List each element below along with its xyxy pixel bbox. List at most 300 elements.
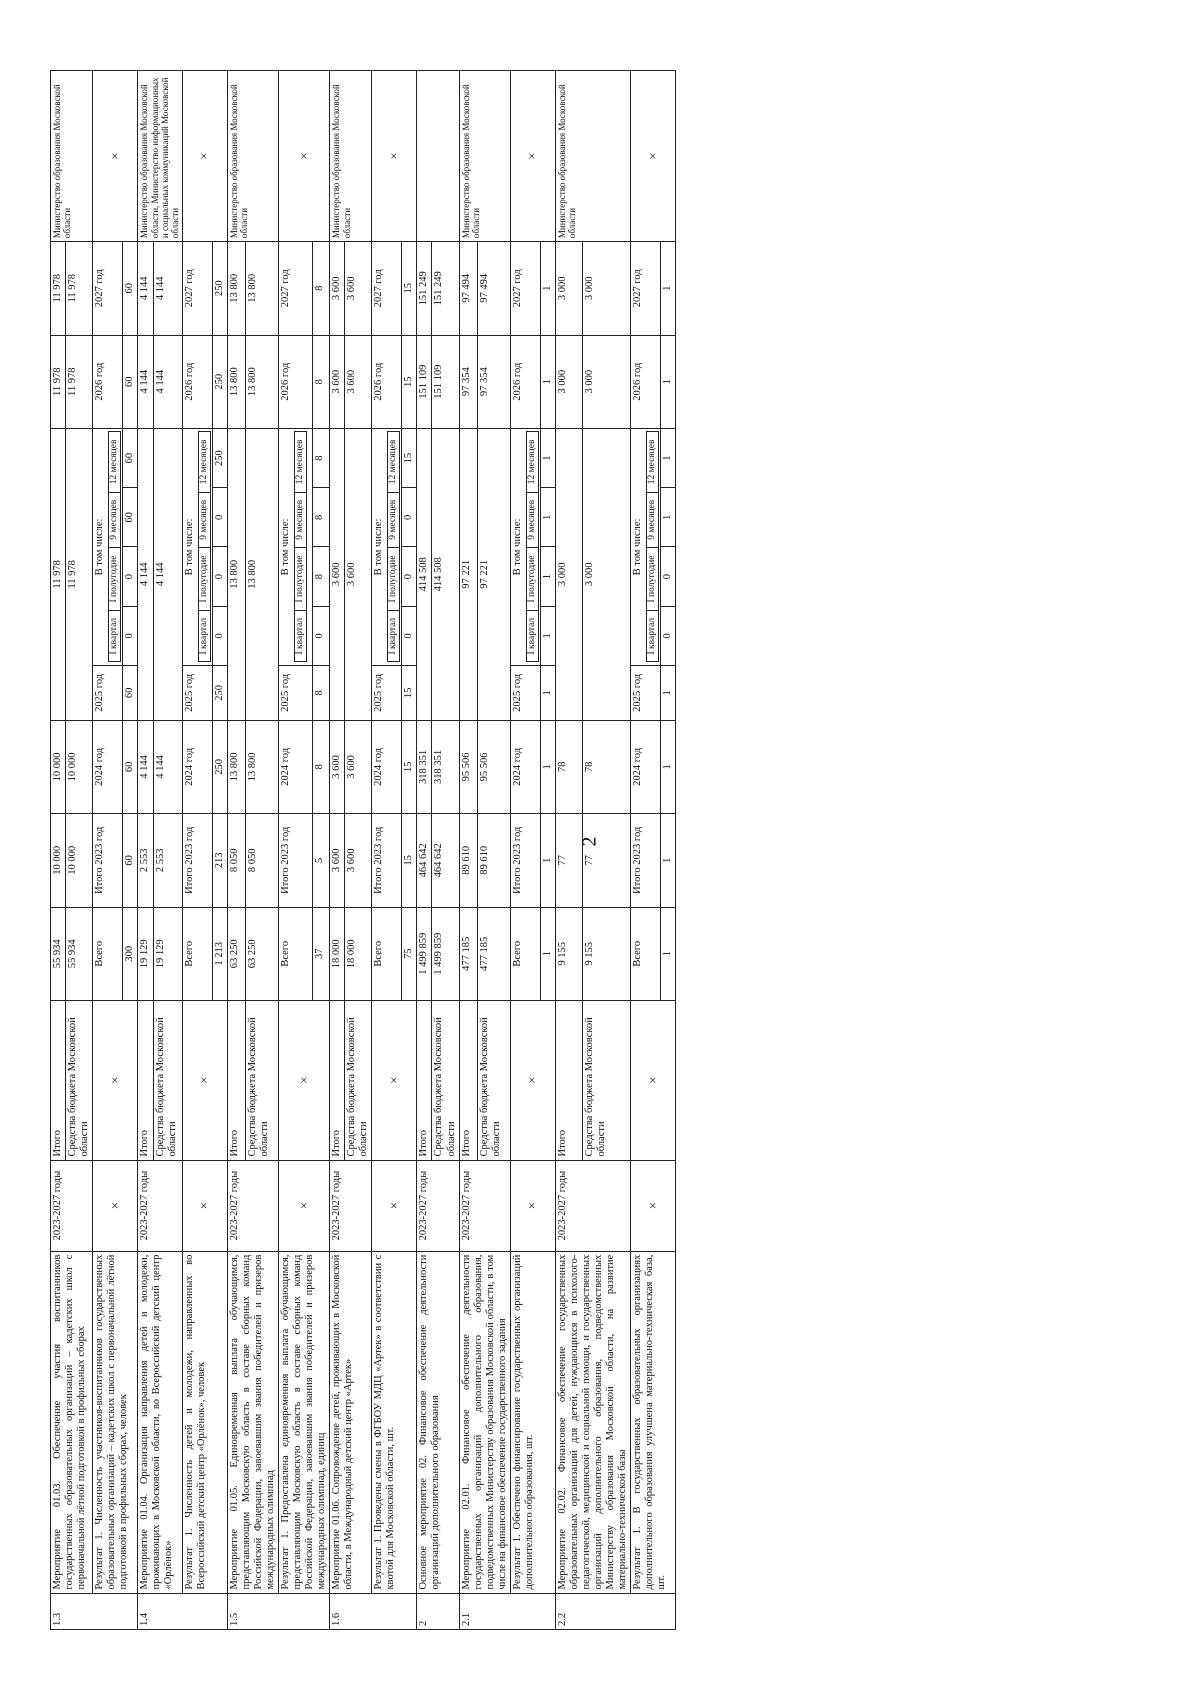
result-2025: 1 [661,665,676,720]
result-header-2024: 2024 год [278,720,312,813]
result-m9: 0 [402,488,417,547]
result-header-2024: 2024 год [182,720,212,813]
total-2025: 3 000 [555,428,582,720]
result-2024: 60 [123,720,138,813]
total-2026: 13 800 [227,335,245,428]
total-2024: 10 000 [51,720,66,813]
result-header-all: Всего [93,907,123,1000]
funding-source-label: Средства бюджета Московской области [582,1000,630,1160]
quarter-group-label: В том числе: [94,518,106,576]
x-mark: × [631,1000,676,1160]
quarter-labels [198,431,211,662]
result-header-2023: Итого 2023 год [182,814,212,907]
quarter-label-q1: I квартал [388,611,400,662]
result-m12: 60 [123,428,138,487]
result-header-2026: 2026 год [372,335,402,428]
quarter-group-label: В том числе: [373,518,385,576]
budget-2026: 3 600 [345,335,372,428]
result-header-2027: 2027 год [182,242,212,335]
total-2027: 4 144 [138,242,154,335]
quarter-label-m9: 9 месяцев [109,492,121,547]
result-q1: 0 [123,606,138,665]
result-all: 75 [402,907,417,1000]
budget-all: 19 129 [154,907,183,1000]
result-header-row [182,71,212,1630]
x-mark: × [510,71,555,242]
budget-2023: 10 000 [66,814,93,907]
budget-2026: 97 354 [477,335,510,428]
quarter-group-label: В том числе: [279,518,291,576]
budget-2027: 97 494 [477,242,510,335]
period: 2023-2027 годы [51,1160,93,1251]
quarter-label-m12: 12 месяцев [526,431,538,492]
page-number: 2 [578,836,601,847]
budget-2026: 11 978 [66,335,93,428]
x-mark: × [278,1000,329,1160]
result-header-2026: 2026 год [93,335,123,428]
total-2024: 318 351 [417,720,432,813]
responsible: Министерство образования Московской области [555,71,630,242]
responsible: Министерство образования Московской области [51,71,93,242]
measure-title: Мероприятие 01.06. Сопровождение детей, проживающих в Московской области, в Международный детский центр «Артек» [330,1251,372,1593]
result-2025: 8 [313,665,330,720]
result-header-row [278,71,312,1630]
total-2026: 11 978 [51,335,66,428]
total-2025: 11 978 [51,428,66,720]
result-header-2024: 2024 год [631,720,661,813]
x-mark: × [182,1160,227,1251]
budget-2027: 151 249 [432,242,459,335]
budget-2027: 13 800 [245,242,278,335]
budget-2024: 10 000 [66,720,93,813]
budget-table [50,70,676,1630]
result-h1: 0 [123,547,138,606]
row-number: 1.5 [227,1593,330,1629]
result-2027: 60 [123,242,138,335]
row-number: 2.2 [555,1593,675,1629]
result-2024: 15 [402,720,417,813]
x-mark: × [510,1000,555,1160]
quarter-label-m12: 12 месяцев [198,431,210,492]
budget-all: 18 000 [345,907,372,1000]
result-2027: 1 [540,242,555,335]
quarter-label-q1: I квартал [647,611,659,662]
result-h1: 0 [661,547,676,606]
quarter-group-label: В том числе: [632,518,644,576]
quarter-label-h1: I полугодие [647,547,659,611]
total-2025: 3 600 [330,428,345,720]
measure-title: Мероприятие 02.02. Финансовое обеспечение государственных образовательных организаций для детей, нуждающихся в психолого-педагогической, медицинской и социальной помощи, и государственных организаций дополнительного образования, подведомственных Министерству образования Московской области, на развитие материально-технической базы [555,1251,630,1593]
x-mark: × [510,1160,555,1251]
measure-row [555,71,582,1630]
funding-total-label: Итого [555,1000,582,1160]
result-2027: 250 [212,242,227,335]
measure-title: Мероприятие 01.03. Обеспечение участия воспитанников государственных образовательных организаций – кадетских школ с первоначальной лётной подготовкой в профильных сборах [51,1251,93,1593]
quarter-label-m9: 9 месяцев [647,492,659,547]
quarter-label-m9: 9 месяцев [294,492,306,547]
total-2023: 2 553 [138,814,154,907]
budget-all: 63 250 [245,907,278,1000]
quarter-labels [526,431,539,662]
result-m9: 1 [540,488,555,547]
budget-2025: 13 800 [245,428,278,720]
budget-2024: 78 [582,720,630,813]
x-mark: × [182,1000,227,1160]
total-2024: 3 600 [330,720,345,813]
funding-total-label: Итого [227,1000,245,1160]
result-header-2024: 2024 год [93,720,123,813]
result-text: Результат 1. Предоставлена единовременная выплата обучающимся, представляющим Московскую область в составе сборных команд Российской Федерации, завоевавшим звания победителей и призеров международных олимпиад, единиц [278,1251,329,1593]
budget-2023: 77 [582,814,630,907]
period: 2023-2027 годы [227,1160,278,1251]
result-2026: 1 [661,335,676,428]
quarter-label-q1: I квартал [109,611,121,662]
result-header-2023: Итого 2023 год [510,814,540,907]
quarter-label-m9: 9 месяцев [388,492,400,547]
x-mark: × [278,71,329,242]
result-m9: 1 [661,488,676,547]
result-header-2025: 2025 год [278,665,312,720]
result-all: 300 [123,907,138,1000]
quarter-labels [646,431,659,662]
quarter-label-h1: I полугодие [294,547,306,611]
x-mark: × [631,1160,676,1251]
total-2023: 464 642 [417,814,432,907]
row-number: 1.6 [330,1593,417,1629]
total-2024: 95 506 [459,720,477,813]
funding-source-label: Средства бюджета Московской области [66,1000,93,1160]
quarter-labels [387,431,400,662]
x-mark: × [93,1160,138,1251]
measure-row [227,71,245,1630]
budget-2024: 3 600 [345,720,372,813]
period: 2023-2027 годы [555,1160,630,1251]
total-2023: 3 600 [330,814,345,907]
row-number: 1.4 [138,1593,227,1629]
result-header-all: Всего [278,907,312,1000]
result-header-all: Всего [182,907,212,1000]
quarter-label-m9: 9 месяцев [198,492,210,547]
quarter-header [278,428,312,665]
funding-source-label: Средства бюджета Московской области [245,1000,278,1160]
result-header-row [93,71,123,1630]
measure-row [459,71,477,1630]
responsible [417,71,459,242]
quarter-label-h1: I полугодие [198,547,210,611]
result-header-2025: 2025 год [93,665,123,720]
total-2027: 3 600 [330,242,345,335]
total-all: 1 499 859 [417,907,432,1000]
measure-title: Мероприятие 01.04. Организация направления детей и молодежи, проживающих в Московской области, во Всероссийский детский центр «Орлёнок» [138,1251,182,1593]
row-number: 1.3 [51,1593,138,1629]
quarter-group-label: В том числе: [511,518,523,576]
funding-total-label: Итого [417,1000,432,1160]
responsible: Министерство образования Московской области, Министерство информационных и социальных коммуникаций Московской области [138,71,182,242]
total-2026: 3 000 [555,335,582,428]
budget-2027: 3 600 [345,242,372,335]
result-m9: 0 [212,488,227,547]
total-2026: 4 144 [138,335,154,428]
quarter-label-q1: I квартал [294,611,306,662]
result-2026: 250 [212,335,227,428]
budget-2025: 3 600 [345,428,372,720]
x-mark: × [93,1000,138,1160]
quarter-label-m12: 12 месяцев [109,431,121,492]
budget-all: 55 934 [66,907,93,1000]
total-2025: 414 508 [417,428,432,720]
total-2025: 4 144 [138,428,154,720]
budget-2024: 13 800 [245,720,278,813]
result-all: 1 [540,907,555,1000]
total-2024: 78 [555,720,582,813]
total-2024: 13 800 [227,720,245,813]
row-number: 2 [417,1593,459,1629]
budget-2026: 4 144 [154,335,183,428]
funding-source-label: Средства бюджета Московской области [154,1000,183,1160]
result-all: 1 213 [212,907,227,1000]
x-mark: × [631,71,676,242]
budget-2024: 318 351 [432,720,459,813]
result-header-2026: 2026 год [631,335,661,428]
result-header-2027: 2027 год [631,242,661,335]
funding-total-label: Итого [330,1000,345,1160]
result-header-2026: 2026 год [182,335,212,428]
result-header-2027: 2027 год [372,242,402,335]
quarter-header [372,428,402,665]
result-2025: 60 [123,665,138,720]
result-header-2024: 2024 год [510,720,540,813]
total-2023: 10 000 [51,814,66,907]
result-text: Результат 1. Численность детей и молодежи, направленных во Всероссийский детский центр «Орлёнок», человек [182,1251,227,1593]
total-all: 55 934 [51,907,66,1000]
total-2026: 3 600 [330,335,345,428]
result-header-row [631,71,661,1630]
result-2027: 15 [402,242,417,335]
result-h1: 8 [313,547,330,606]
result-m12: 15 [402,428,417,487]
measure-title: Основное мероприятие 02. Финансовое обеспечение деятельности организаций дополнительного образования [417,1251,459,1593]
result-2023: 5 [313,814,330,907]
total-2023: 89 610 [459,814,477,907]
total-2024: 4 144 [138,720,154,813]
measure-title: Мероприятие 02.01. Финансовое обеспечение деятельности государственных организаций дополнительного образования, подведомственных Министерству образования Московской области, в том числе на финансовое обеспечение государственного задания [459,1251,510,1593]
budget-2024: 4 144 [154,720,183,813]
result-2026: 8 [313,335,330,428]
measure-row [138,71,154,1630]
result-2024: 1 [540,720,555,813]
quarter-label-m12: 12 месяцев [647,431,659,492]
quarter-header [631,428,661,665]
result-header-2027: 2027 год [278,242,312,335]
period: 2023-2027 годы [330,1160,372,1251]
responsible: Министерство образования Московской области [459,71,510,242]
total-2026: 97 354 [459,335,477,428]
budget-2023: 2 553 [154,814,183,907]
quarter-label-h1: I полугодие [388,547,400,611]
total-all: 19 129 [138,907,154,1000]
measure-title: Мероприятие 01.05. Единовременная выплата обучающимся, представляющим Московскую область в составе сборных команд Российской Федерации, завоевавшим звания победителей и призеров международных олимпиад [227,1251,278,1593]
total-2023: 77 [555,814,582,907]
result-m9: 60 [123,488,138,547]
result-q1: 0 [212,606,227,665]
period: 2023-2027 годы [459,1160,510,1251]
result-2027: 1 [661,242,676,335]
result-text: Результат 1. Численность участников-воспитанников государственных образовательных организаций – кадетских школ с первоначальной лётной подготовкой в профильных сборах, человек [93,1251,138,1593]
budget-2025: 97 221 [477,428,510,720]
budget-2027: 11 978 [66,242,93,335]
result-2023: 15 [402,814,417,907]
funding-total-label: Итого [459,1000,477,1160]
row-number: 2.1 [459,1593,555,1629]
budget-all: 9 155 [582,907,630,1000]
result-header-row [372,71,402,1630]
result-2023: 1 [540,814,555,907]
budget-2023: 3 600 [345,814,372,907]
result-header-2025: 2025 год [631,665,661,720]
quarter-label-h1: I полугодие [109,547,121,611]
result-m12: 8 [313,428,330,487]
budget-2024: 95 506 [477,720,510,813]
result-header-2026: 2026 год [510,335,540,428]
result-h1: 0 [402,547,417,606]
result-h1: 0 [212,547,227,606]
x-mark: × [93,71,138,242]
budget-2027: 4 144 [154,242,183,335]
result-m9: 8 [313,488,330,547]
result-m12: 1 [540,428,555,487]
result-q1: 0 [313,606,330,665]
quarter-group-label: В том числе: [183,518,195,576]
measure-row [417,71,432,1630]
responsible: Министерство образования Московской области [227,71,278,242]
total-all: 9 155 [555,907,582,1000]
quarter-label-m12: 12 месяцев [388,431,400,492]
result-header-2025: 2025 год [372,665,402,720]
result-2027: 8 [313,242,330,335]
total-2025: 13 800 [227,428,245,720]
total-2027: 97 494 [459,242,477,335]
period: 2023-2027 годы [138,1160,182,1251]
result-all: 37 [313,907,330,1000]
funding-total-label: Итого [51,1000,66,1160]
total-2026: 151 109 [417,335,432,428]
budget-2023: 89 610 [477,814,510,907]
result-2024: 250 [212,720,227,813]
result-header-2025: 2025 год [510,665,540,720]
total-2027: 151 249 [417,242,432,335]
result-header-2025: 2025 год [182,665,212,720]
total-2027: 3 000 [555,242,582,335]
result-2023: 213 [212,814,227,907]
quarter-label-q1: I квартал [198,611,210,662]
result-2026: 1 [540,335,555,428]
result-2023: 1 [661,814,676,907]
funding-source-label: Средства бюджета Московской области [477,1000,510,1160]
quarter-label-m12: 12 месяцев [294,431,306,492]
result-header-2027: 2027 год [510,242,540,335]
quarter-header [510,428,540,665]
result-h1: 1 [540,547,555,606]
result-header-all: Всего [372,907,402,1000]
total-all: 477 185 [459,907,477,1000]
x-mark: × [372,71,417,242]
result-m12: 250 [212,428,227,487]
result-header-2023: Итого 2023 год [278,814,312,907]
budget-2025: 4 144 [154,428,183,720]
funding-source-label: Средства бюджета Московской области [345,1000,372,1160]
result-2025: 15 [402,665,417,720]
quarter-header [182,428,212,665]
quarter-label-q1: I квартал [526,611,538,662]
quarter-header [93,428,123,665]
funding-source-label: Средства бюджета Московской области [432,1000,459,1160]
quarter-label-h1: I полугодие [526,547,538,611]
measure-row [51,71,66,1630]
result-header-2023: Итого 2023 год [93,814,123,907]
result-m12: 1 [661,428,676,487]
total-2025: 97 221 [459,428,477,720]
result-q1: 0 [661,606,676,665]
x-mark: × [372,1160,417,1251]
total-all: 18 000 [330,907,345,1000]
total-2027: 11 978 [51,242,66,335]
budget-2026: 151 109 [432,335,459,428]
budget-2025: 11 978 [66,428,93,720]
result-q1: 1 [540,606,555,665]
responsible: Министерство образования Московской области [330,71,372,242]
period: 2023-2027 годы [417,1160,459,1251]
result-2026: 15 [402,335,417,428]
total-2023: 8 050 [227,814,245,907]
result-2025: 1 [540,665,555,720]
budget-2025: 414 508 [432,428,459,720]
quarter-label-m9: 9 месяцев [526,492,538,547]
budget-2027: 3 000 [582,242,630,335]
x-mark: × [278,1160,329,1251]
total-all: 63 250 [227,907,245,1000]
funding-total-label: Итого [138,1000,154,1160]
result-text: Результат 1. В государственных образовательных организациях дополнительного образования улучшена материально-техническая база, шт. [631,1251,676,1593]
budget-all: 477 185 [477,907,510,1000]
result-header-2027: 2027 год [93,242,123,335]
result-header-2023: Итого 2023 год [372,814,402,907]
budget-2026: 13 800 [245,335,278,428]
result-header-row [510,71,540,1630]
result-2025: 250 [212,665,227,720]
result-2026: 60 [123,335,138,428]
result-text: Результат 1. Обеспечено финансирование государственных организаций дополнительного образования, шт. [510,1251,555,1593]
budget-2025: 3 000 [582,428,630,720]
x-mark: × [372,1000,417,1160]
result-text: Результат 1. Проведены смены в ФГБОУ МДЦ «Артек» в соответствии с квотой для Московской области, шт. [372,1251,417,1593]
result-header-all: Всего [631,907,661,1000]
result-all: 1 [661,907,676,1000]
result-header-2026: 2026 год [278,335,312,428]
result-header-2023: Итого 2023 год [631,814,661,907]
measure-row [330,71,345,1630]
result-2024: 1 [661,720,676,813]
result-q1: 0 [402,606,417,665]
x-mark: × [182,71,227,242]
budget-2026: 3 000 [582,335,630,428]
budget-2023: 8 050 [245,814,278,907]
result-header-all: Всего [510,907,540,1000]
budget-2023: 464 642 [432,814,459,907]
total-2027: 13 800 [227,242,245,335]
result-2023: 60 [123,814,138,907]
budget-all: 1 499 859 [432,907,459,1000]
rotated-page [50,70,1150,1630]
